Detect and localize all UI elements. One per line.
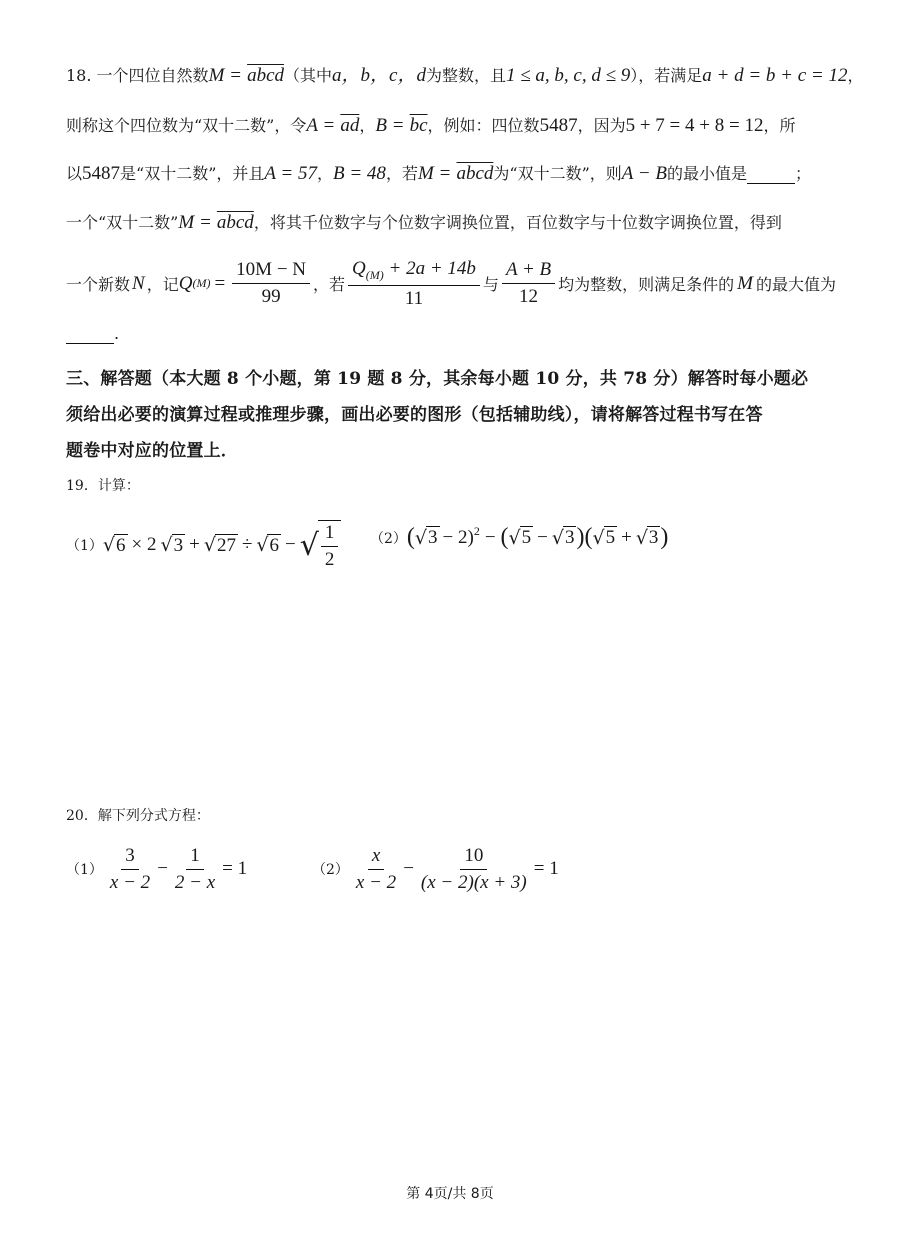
q19-title: 19．计算： <box>66 478 140 494</box>
q19-part-2: （2） ( √ 3 − 2) $^2$ − ( √ 5 − √ 3 ) ( √ 5 + √ 3 ) <box>370 524 669 550</box>
q20-part-2: （2） $\frac{x}{x - 2}$ − $\frac{10}{(x - 2)(x + 3)}$ = 1 <box>312 845 559 893</box>
q18-line-5: 一个新数 N ，记 Q (M) = $\frac{10M - N}{99}$ ，若 $\frac{Q_{(M)} + 2a + 14b}{11}$ 与 $\frac{A + B}{12}$ 均为整数，则满足条件的 M 的最大值为 <box>66 258 836 309</box>
q18-line-3: 以5487是“双十二数”，并且A = 57，B = 48，若M = abcd为“双十二数”，则A − B的最小值是 ； <box>66 163 811 184</box>
answer-blank-2[interactable] <box>66 324 114 344</box>
page-footer: 第 4页/共 8页 <box>406 1186 494 1202</box>
section-3-line-3: 题卷中对应的位置上． <box>66 441 238 461</box>
answer-blank-1[interactable] <box>747 164 795 184</box>
fraction-q-definition: $\frac{10M - N}{99}$ <box>232 259 310 308</box>
fraction-q-plus: $\frac{Q_{(M)} + 2a + 14b}{11}$ <box>348 258 480 309</box>
question-number: 18. <box>66 66 92 85</box>
q18-line-2: 则称这个四位数为“双十二数”，令$A = \overline{ad}$，$B = \overline{bc}$，例如：四位数5487，因为5 + 7 = 4 + 8 = 12，所 <box>66 115 796 136</box>
section-3-line-1: 三、解答题（本大题 8 个小题，第 19 题 8 分，其余每小题 10 分，共 78 分）解答时每小题必 <box>66 369 809 389</box>
digits-abcd: abcd <box>247 65 284 86</box>
q19-part-1: （1） √ 6 × 2 √ 3 + √ 27 ÷ √ 6 − √ $\frac{1}{2}$ <box>66 520 341 571</box>
q18-line-6: . <box>66 324 119 344</box>
q20-title: 20．解下列分式方程： <box>66 808 210 824</box>
q18-line-1: 18. 一个四位自然数M = abcd（其中a，b，c，d为整数，且1 ≤ a, b, c, d ≤ 9），若满足a + d = b + c = 12， <box>66 65 864 86</box>
fraction-a-plus-b: $\frac{A + B}{12}$ <box>502 259 555 308</box>
q20-part-1: （1） $\frac{3}{x - 2}$ − $\frac{1}{2 - x}$ = 1 <box>66 845 248 893</box>
section-3-line-2: 须给出必要的演算过程或推理步骤，画出必要的图形（包括辅助线），请将解答过程书写在答 <box>66 405 763 425</box>
q18-line-4: 一个“双十二数”M = abcd，将其千位数字与个位数字调换位置，百位数字与十位数字调换位置，得到 <box>66 212 782 233</box>
